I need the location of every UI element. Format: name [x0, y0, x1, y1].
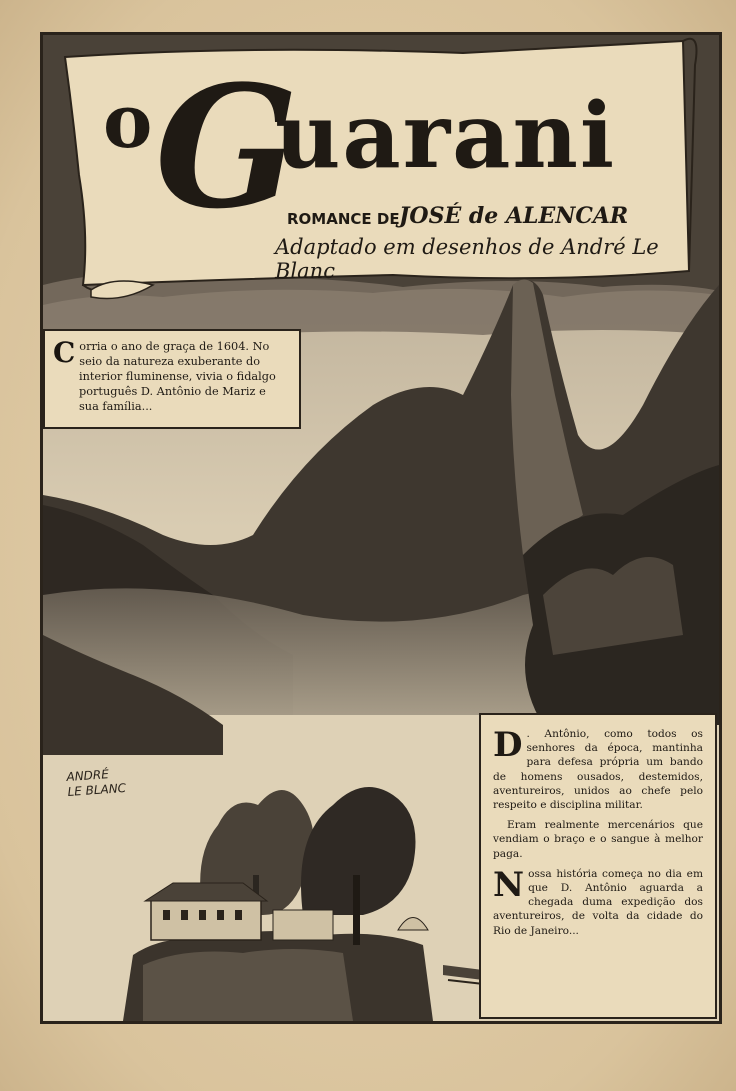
signature-line: LE BLANC: [67, 780, 127, 800]
caption-box-intro: [43, 329, 301, 429]
caption-paragraph: [493, 864, 703, 938]
caption-dropcap: D: [493, 725, 523, 765]
adaptation-credit: Adaptado em desenhos de André Le Blanc: [275, 235, 659, 283]
caption-text: ossa história começa no dia em que D. Antônio aguarda a chegada duma expedição dos aventureiros, de volta da cidade do Rio de Janeiro...: [493, 867, 703, 937]
title-rest: uarani: [275, 83, 617, 189]
title-o: o: [103, 79, 153, 165]
artist-signature: [66, 766, 127, 800]
caption-dropcap: N: [493, 864, 525, 905]
title-g-initial: G: [155, 48, 297, 246]
caption-text: . Antônio, como todos os senhores da época, mantinha para defesa própria um bando de homens ousados, destemidos, aventureiros, unidos ao chefe pelo respeito e disciplina militar.: [493, 728, 703, 812]
romance-label: ROMANCE DE: [287, 210, 400, 228]
author-name: JOSÉ de ALENCAR: [399, 203, 629, 229]
caption-paragraph: Eram realmente mercenários que vendiam o braço e o sangue à melhor paga.: [493, 819, 703, 860]
caption-text: orria o ano de graça de 1604. No seio da natureza exuberante do interior fluminense, vivia o fidalgo português D. Antônio de Mariz e sua família...: [79, 340, 276, 413]
caption-paragraph: [493, 727, 703, 812]
caption-dropcap: C: [53, 336, 76, 369]
illustration-panel: [40, 32, 722, 1024]
caption-box-story: [479, 713, 717, 1019]
signature-line: ANDRÉ: [66, 767, 110, 785]
